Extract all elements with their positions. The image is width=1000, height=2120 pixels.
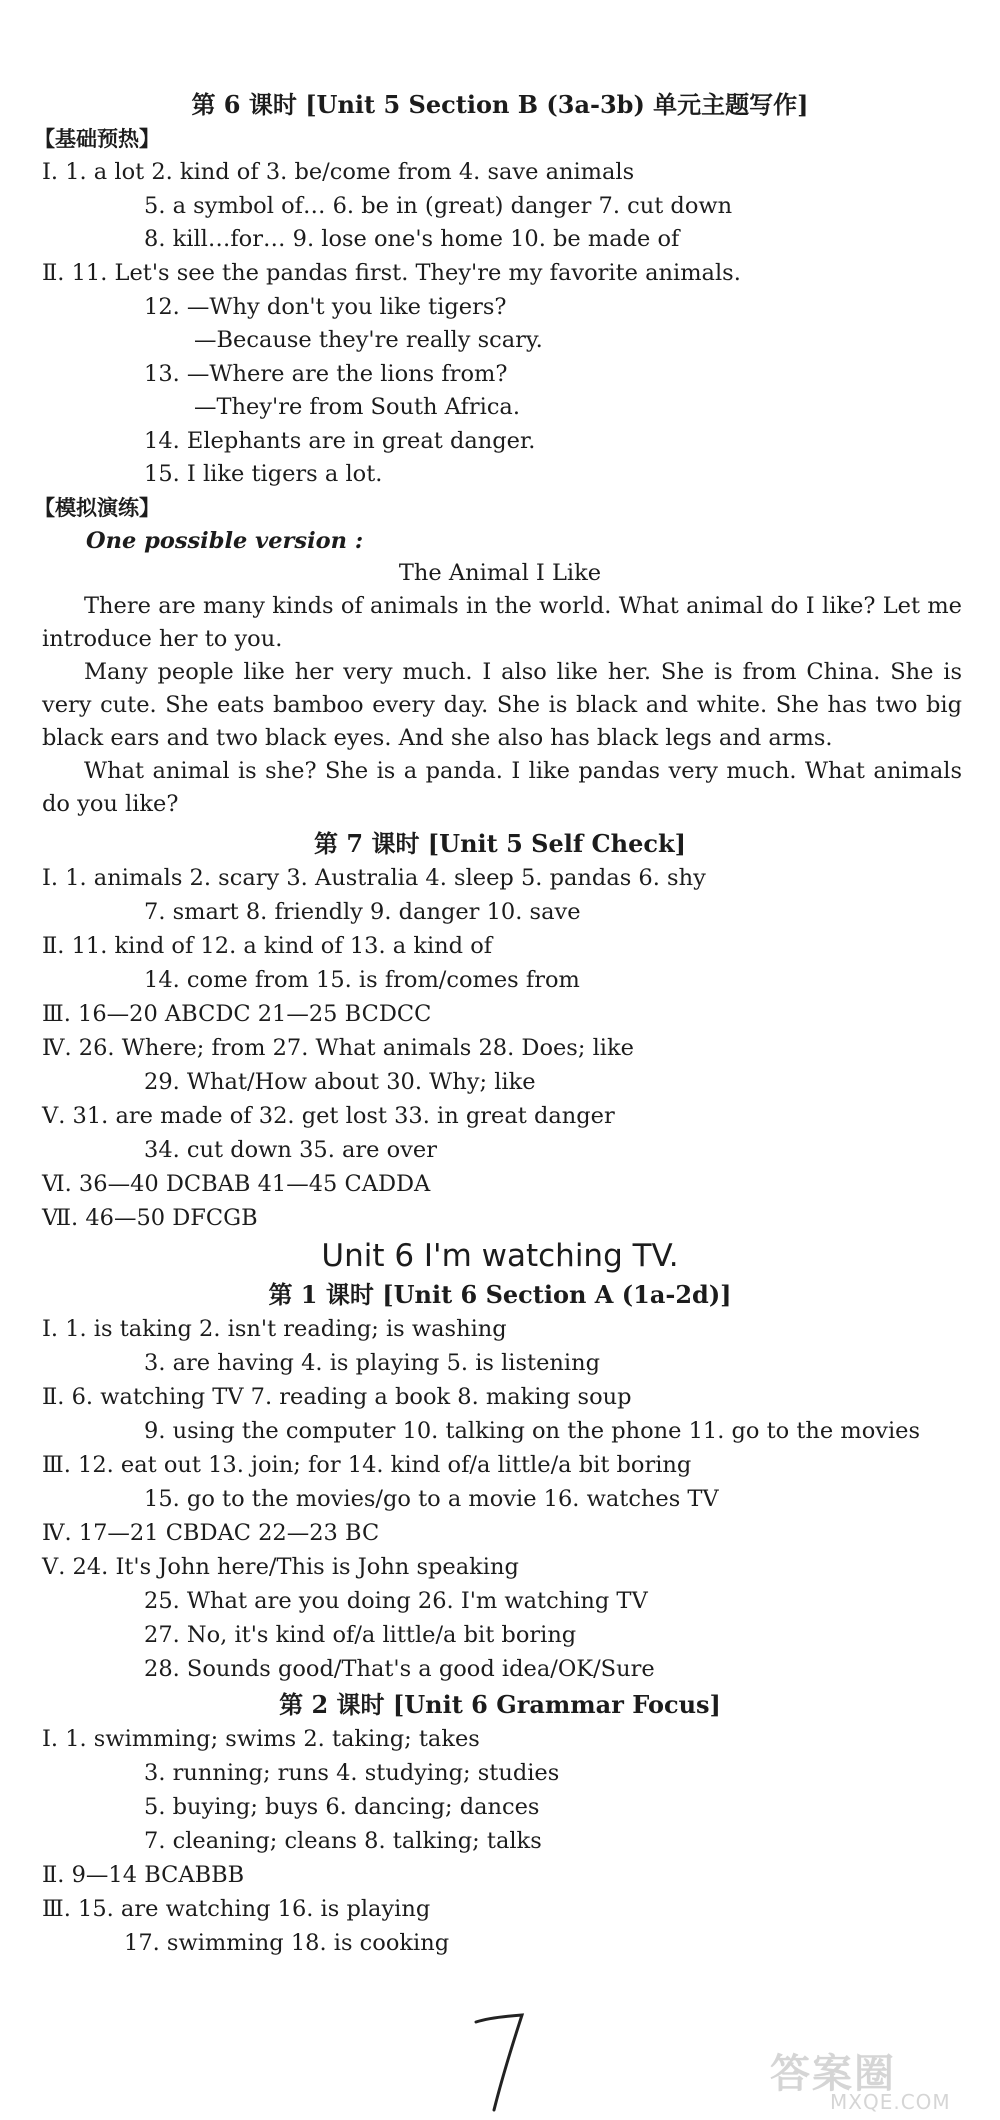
answer-line: 29. What/How about 30. Why; like: [144, 1069, 536, 1095]
answer-line: 7. smart 8. friendly 9. danger 10. save: [144, 899, 581, 925]
answer-line: Ⅶ. 46—50 DFCGB: [42, 1205, 258, 1231]
version-label: One possible version :: [86, 528, 364, 554]
lesson6-heading: 第 6 课时 [Unit 5 Section B (3a-3b) 单元主题写作]: [191, 90, 809, 119]
practice-tag: 【模拟演练】: [34, 496, 160, 520]
answer-line: Ⅰ. 1. animals 2. scary 3. Australia 4. sleep 5. pandas 6. shy: [42, 865, 706, 891]
answer-line: 34. cut down 35. are over: [144, 1137, 437, 1163]
answer-line: 27. No, it's kind of/a little/a bit boring: [144, 1622, 577, 1648]
answer-line: Ⅲ. 16—20 ABCDC 21—25 BCDCC: [42, 1001, 432, 1027]
answer-line: —Because they're really scary.: [194, 327, 543, 353]
answer-line: —They're from South Africa.: [194, 394, 520, 420]
unit6-lesson1-heading: 第 1 课时 [Unit 6 Section A (1a-2d)]: [268, 1280, 732, 1309]
answer-line: 12. —Why don't you like tigers?: [144, 294, 507, 320]
answer-line: Ⅴ. 31. are made of 32. get lost 33. in great danger: [42, 1103, 615, 1129]
unit6-title: Unit 6 I'm watching TV.: [321, 1238, 679, 1274]
essay-paragraph: What animal is she? She is a panda. I like pandas very much. What animals do you like?: [42, 758, 962, 817]
essay-body: [42, 590, 962, 821]
watermark-logo: 答案圈: [770, 2051, 896, 2097]
answer-line: 15. I like tigers a lot.: [144, 461, 383, 487]
basics-tag: 【基础预热】: [34, 127, 160, 151]
answer-line: 7. cleaning; cleans 8. talking; talks: [144, 1828, 542, 1854]
answer-line: Ⅱ. 6. watching TV 7. reading a book 8. making soup: [42, 1384, 632, 1410]
answer-line: 14. come from 15. is from/comes from: [144, 967, 580, 993]
essay-paragraph: There are many kinds of animals in the world. What animal do I like? Let me introduce her to you.: [42, 593, 962, 652]
answer-line: 5. a symbol of… 6. be in (great) danger 7. cut down: [144, 193, 733, 219]
answer-line: 15. go to the movies/go to a movie 16. watches TV: [144, 1486, 719, 1512]
answer-line: Ⅳ. 26. Where; from 27. What animals 28. Does; like: [42, 1035, 634, 1061]
lesson7-heading: 第 7 课时 [Unit 5 Self Check]: [314, 829, 686, 858]
answer-line: Ⅴ. 24. It's John here/This is John speaking: [42, 1554, 519, 1580]
watermark: [760, 2040, 992, 2118]
answer-line: 17. swimming 18. is cooking: [124, 1930, 450, 1956]
answer-line: Ⅱ. 9—14 BCABBB: [42, 1862, 245, 1888]
answer-line: 8. kill…for… 9. lose one's home 10. be made of: [144, 226, 680, 252]
answer-line: Ⅰ. 1. swimming; swims 2. taking; takes: [42, 1726, 480, 1752]
unit6-lesson2-heading: 第 2 课时 [Unit 6 Grammar Focus]: [279, 1690, 721, 1719]
answer-line: Ⅲ. 15. are watching 16. is playing: [42, 1896, 431, 1922]
handwritten-seven-mark: [470, 2010, 530, 2115]
watermark-url: MXQE.COM: [830, 2090, 951, 2114]
answer-line: Ⅱ. 11. kind of 12. a kind of 13. a kind of: [42, 933, 493, 959]
answer-line: 25. What are you doing 26. I'm watching TV: [144, 1588, 648, 1614]
answer-line: Ⅵ. 36—40 DCBAB 41—45 CADDA: [42, 1171, 431, 1197]
answer-line: Ⅱ. 11. Let's see the pandas first. They're my favorite animals.: [42, 260, 741, 286]
answer-line: Ⅰ. 1. is taking 2. isn't reading; is washing: [42, 1316, 507, 1342]
answer-line: 3. running; runs 4. studying; studies: [144, 1760, 560, 1786]
answer-line: Ⅳ. 17—21 CBDAC 22—23 BC: [42, 1520, 380, 1546]
answer-line: 14. Elephants are in great danger.: [144, 428, 536, 454]
answer-line: 3. are having 4. is playing 5. is listening: [144, 1350, 600, 1376]
answer-line: Ⅰ. 1. a lot 2. kind of 3. be/come from 4. save animals: [42, 159, 635, 185]
essay-title: The Animal I Like: [398, 560, 602, 586]
answer-line: 9. using the computer 10. talking on the phone 11. go to the movies: [144, 1418, 921, 1444]
answer-line: 5. buying; buys 6. dancing; dances: [144, 1794, 540, 1820]
essay-paragraph: Many people like her very much. I also like her. She is from China. She is very cute. She eats bamboo every day. She is black and white. She has two big black ears and two black eyes. And she also has black legs and arms.: [42, 659, 962, 751]
answer-line: 13. —Where are the lions from?: [144, 361, 508, 387]
answer-line: Ⅲ. 12. eat out 13. join; for 14. kind of/a little/a bit boring: [42, 1452, 692, 1478]
answer-line: 28. Sounds good/That's a good idea/OK/Sure: [144, 1656, 655, 1682]
